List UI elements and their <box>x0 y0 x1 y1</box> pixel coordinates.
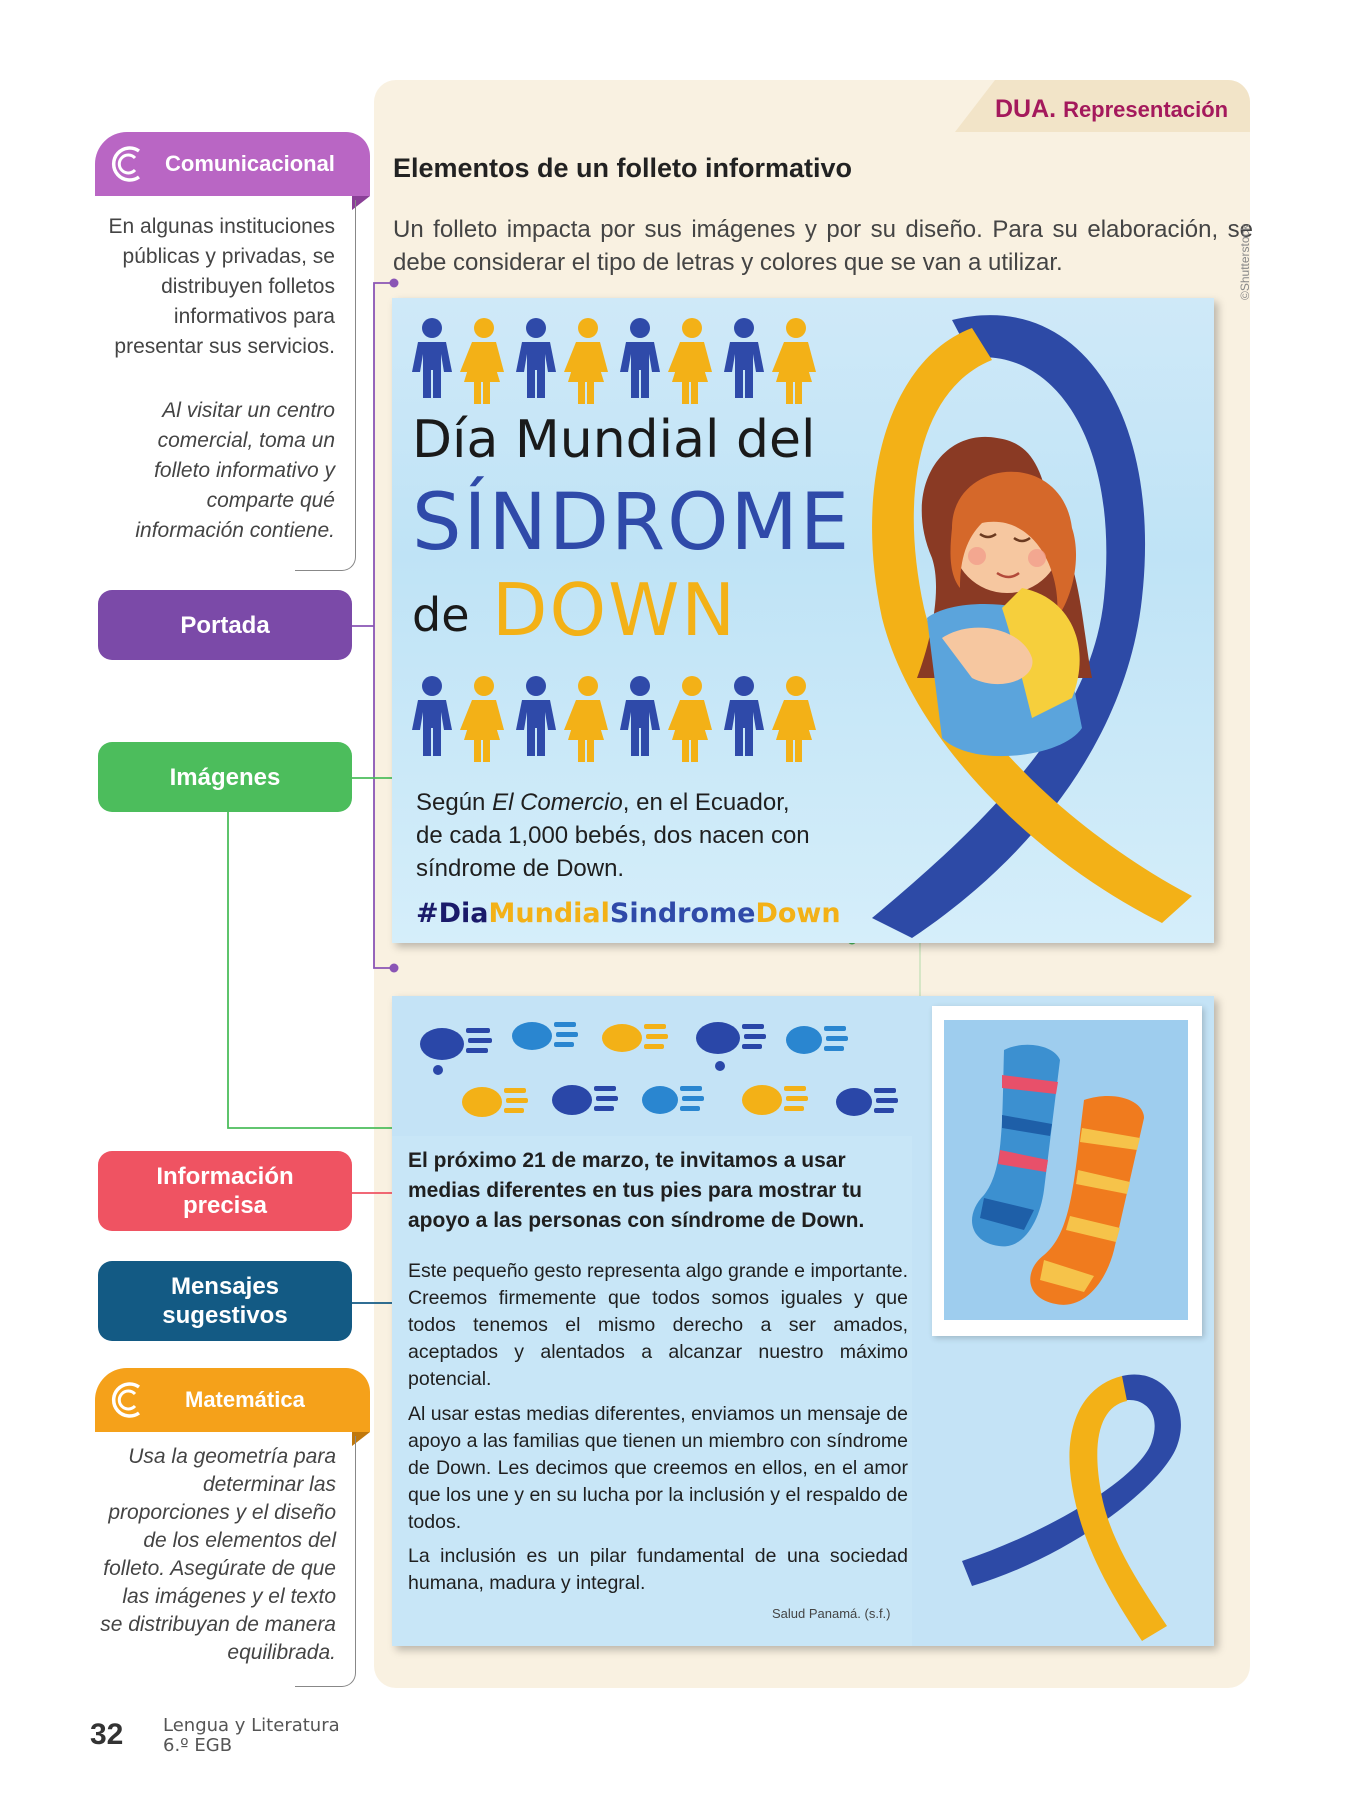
people-chain-icon-2 <box>410 674 824 762</box>
comunicacional-tab <box>95 132 370 196</box>
informacion-text-2: precisa <box>182 1192 268 1219</box>
matematica-activity: Usa la geometría para determinar las proporciones y el diseño de los elementos del folleto. Asegúrate de que las imágenes y el texto se distribuyan de manera equilibrada. <box>100 1445 336 1664</box>
cover-title-line2: SÍNDROME <box>412 478 852 568</box>
subject-name: Lengua y Literatura <box>163 1715 340 1736</box>
handprints-decoration-icon <box>402 1006 912 1126</box>
mensajes-text-2: sugestivos <box>162 1302 288 1329</box>
matematica-logo-icon <box>105 1377 151 1423</box>
source-credit: Salud Panamá. (s.f.) <box>772 1606 891 1621</box>
informacion-text-1: Información <box>156 1163 294 1190</box>
image-credit: ©Shutterstock <box>1238 224 1252 300</box>
hashtag-part-c: Sindrome <box>609 898 756 929</box>
hashtag-part-a: #Dia <box>416 898 489 929</box>
brochure-inside <box>392 996 1214 1646</box>
people-row-top <box>410 316 824 404</box>
mensajes-text-1: Mensajes <box>170 1273 280 1300</box>
intro-paragraph: Un folleto impacta por sus imágenes y por su diseño. Para su elaboración, se debe considerar el tipo de letras y colores que se van a utilizar. <box>393 216 1253 276</box>
portada-label <box>98 590 352 660</box>
socks-icon <box>944 1020 1188 1320</box>
hashtag-part-d: Down <box>755 898 841 929</box>
comunicacional-text: En algunas instituciones públicas y privadas, se distribuyen folletos informativos para presentar sus servicios. <box>108 215 335 358</box>
cover-hashtag <box>416 898 841 929</box>
cover-fact-source: El Comercio <box>492 789 623 816</box>
matematica-tab <box>95 1368 370 1432</box>
section-title: Elementos de un folleto informativo <box>393 153 853 183</box>
portada-dot-top <box>390 279 399 288</box>
awareness-ribbon-icon <box>952 1356 1202 1646</box>
portada-text: Portada <box>180 611 270 639</box>
imagenes-label <box>98 742 352 812</box>
dua-title: DUA. <box>995 95 1057 123</box>
dua-subtitle: Representación <box>1063 97 1229 122</box>
grade-name: 6.º EGB <box>163 1735 233 1756</box>
comunicacional-activity: Al visitar un centro comercial, toma un folleto informativo y comparte qué información contiene. <box>135 399 335 542</box>
hashtag-part-b: Mundial <box>488 898 610 929</box>
socks-photo <box>944 1020 1188 1320</box>
informacion-precisa-label <box>98 1151 352 1231</box>
message-paragraph-1: Este pequeño gesto representa algo grande e importante. Creemos firmemente que todos somos iguales y que todos tenemos el mismo derecho a ser amados, aceptados y alentados a alcanzar nuestro máximo potencial. <box>408 1260 908 1390</box>
info-precise-text: El próximo 21 de marzo, te invitamos a usar medias diferentes en tus pies para mostrar tu apoyo a las personas con síndrome de Down. <box>408 1149 865 1232</box>
comunicacional-logo-icon <box>105 141 151 187</box>
message-paragraph-2: Al usar estas medias diferentes, enviamos un mensaje de apoyo a las familias que tienen un miembro con síndrome de Down. Les decimos que creemos en ellos, en el amor que los une y en su lucha por la inclusión y el respaldo de todos. <box>408 1403 908 1533</box>
page-number: 32 <box>90 1718 124 1751</box>
cover-fact <box>416 786 816 885</box>
people-chain-icon <box>410 316 824 404</box>
cover-title-line3a: de <box>412 588 470 642</box>
message-paragraph-3: La inclusión es un pilar fundamental de una sociedad humana, madura y integral. <box>408 1545 908 1594</box>
socks-photo-frame <box>932 1006 1202 1336</box>
people-row-bottom <box>410 674 824 762</box>
imagenes-text: Imágenes <box>169 763 281 791</box>
cover-fact-b: , en el Ecuador, de cada 1,000 bebés, dos nacen con síndrome de Down. <box>416 789 810 882</box>
cover-title-line1: Día Mundial del <box>412 410 816 470</box>
comunicacional-label: Comunicacional <box>165 151 335 176</box>
matematica-label: Matemática <box>185 1387 305 1412</box>
brochure-cover <box>392 298 1214 943</box>
ribbon-hug-illustration <box>832 298 1214 943</box>
cover-fact-a: Según <box>416 789 493 816</box>
book-subject <box>163 1716 340 1756</box>
portada-bracket <box>374 283 394 968</box>
cover-title-line3b: DOWN <box>492 568 738 652</box>
portada-dot-bottom <box>390 964 399 973</box>
mensajes-sugestivos-label <box>98 1261 352 1341</box>
